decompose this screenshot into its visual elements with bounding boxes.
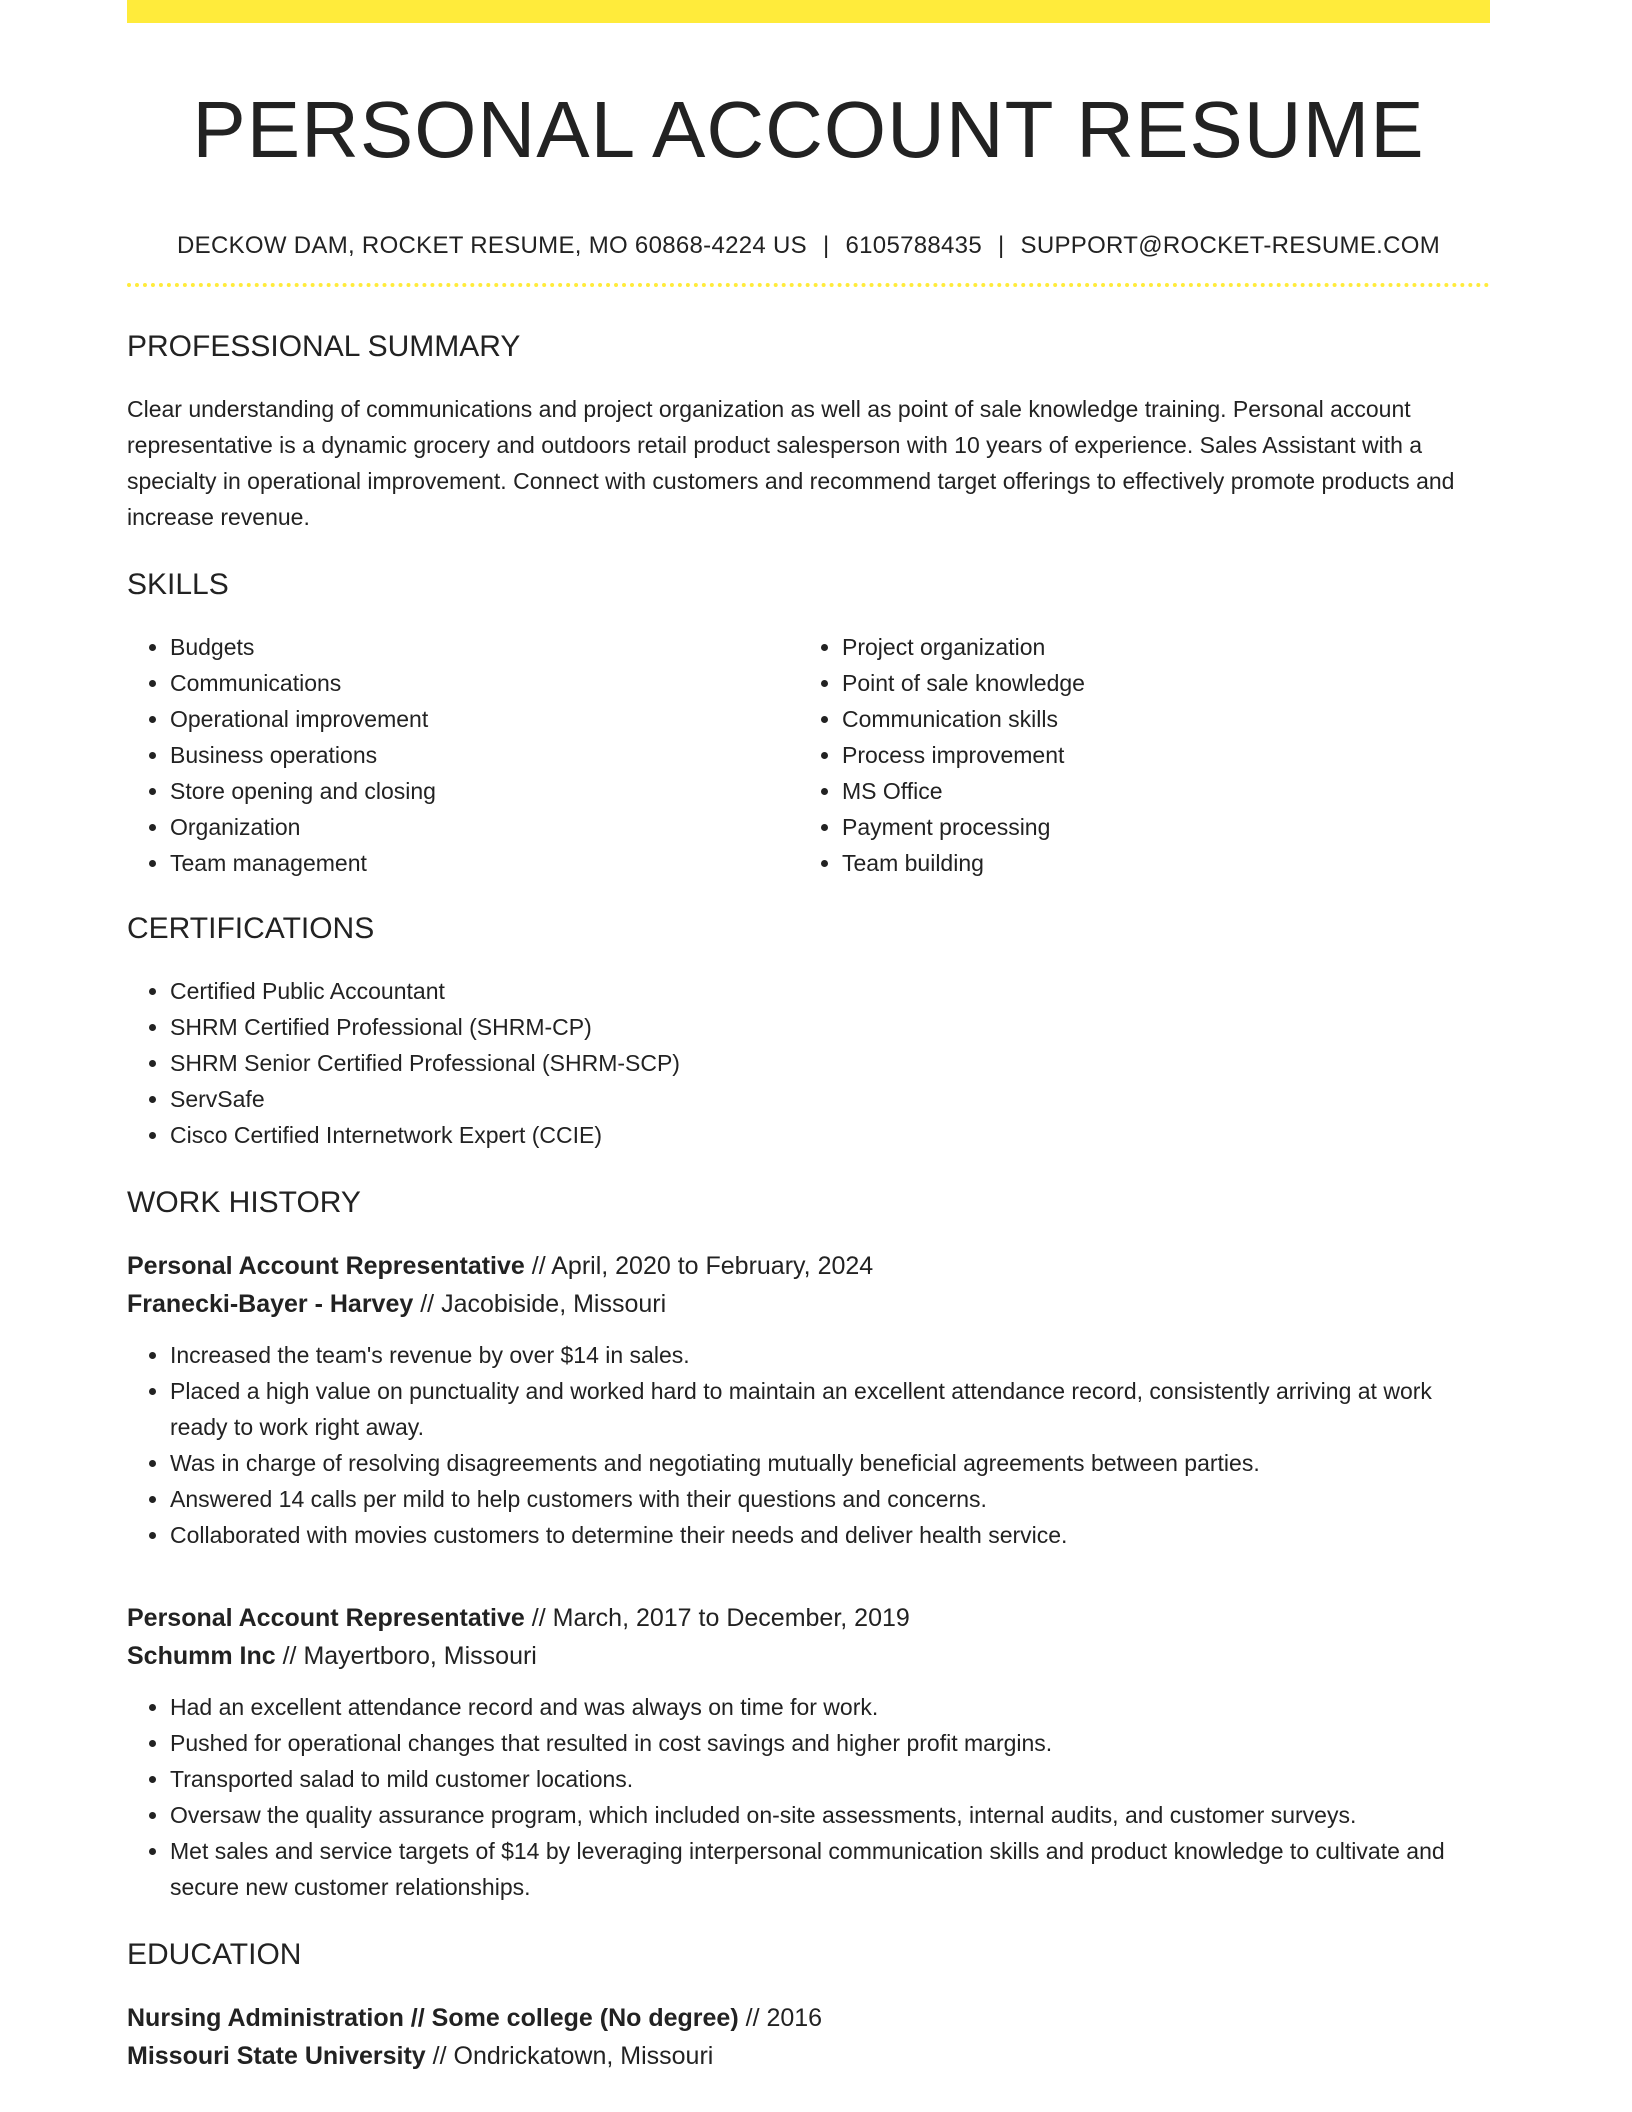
job-bullets [127, 1337, 1490, 1553]
job-title: Personal Account Representative [127, 1252, 525, 1280]
job-separator: // [275, 1642, 304, 1670]
job-location: Mayertboro, Missouri [303, 1642, 537, 1670]
dotted-divider [127, 283, 1490, 287]
skill-item: • Operational improvement [170, 701, 799, 737]
skill-item: • MS Office [842, 773, 1471, 809]
skill-item: • Team management [170, 845, 799, 881]
skills-list-right [799, 629, 1471, 881]
skill-item: • Process improvement [842, 737, 1471, 773]
job-dates: April, 2020 to February, 2024 [551, 1252, 874, 1280]
education-heading: EDUCATION [127, 1938, 302, 1971]
education-year: 2016 [766, 2004, 823, 2032]
job-location: Jacobiside, Missouri [441, 1290, 667, 1318]
job-company-line [127, 1285, 1490, 1323]
job-bullet: • Increased the team's revenue by over $14 in sales. [170, 1337, 1490, 1373]
certification-item: • SHRM Certified Professional (SHRM-CP) [170, 1009, 1490, 1045]
job-separator: // [524, 1252, 552, 1280]
job-title: Personal Account Representative [127, 1604, 525, 1632]
job-bullet: • Met sales and service targets of $14 by leveraging interpersonal communication skills and product knowledge to cultivate and secure new customer relationships. [170, 1833, 1490, 1905]
education-school-line [127, 2037, 1490, 2075]
certification-item: • Certified Public Accountant [170, 973, 1490, 1009]
education-degree: Nursing Administration // Some college (No degree) [127, 2004, 739, 2032]
skills-columns [127, 629, 1490, 881]
skill-item: • Store opening and closing [170, 773, 799, 809]
skill-item: • Budgets [170, 629, 799, 665]
job-bullet: • Placed a high value on punctuality and worked hard to maintain an excellent attendance record, consistently arriving at work ready to work right away. [170, 1373, 1490, 1445]
education-school: Missouri State University [127, 2042, 426, 2070]
job-company-line [127, 1637, 1490, 1675]
job-bullet: • Oversaw the quality assurance program, which included on-site assessments, internal audits, and customer surveys. [170, 1797, 1490, 1833]
contact-separator: | [822, 232, 830, 259]
certification-item: • ServSafe [170, 1081, 1490, 1117]
contact-separator: | [997, 232, 1005, 259]
summary-text: Clear understanding of communications and project organization as well as point of sale knowledge training. Personal account representative is a dynamic grocery and outdoors retail product salesperson with 10 years of experience. Sales Assistant with a specialty in operational improvement. Connect with customers and recommend target offerings to effectively promote products and increase revenue. [127, 396, 1455, 530]
job-separator: // [413, 1290, 442, 1318]
skill-item: • Project organization [842, 629, 1471, 665]
work-history-heading: WORK HISTORY [127, 1186, 361, 1219]
job-bullet: • Pushed for operational changes that resulted in cost savings and higher profit margins. [170, 1725, 1490, 1761]
contact-address: DECKOW DAM, ROCKET RESUME, MO 60868-4224 US [177, 232, 807, 259]
education-location: Ondrickatown, Missouri [453, 2042, 714, 2070]
education-separator: // [425, 2042, 454, 2070]
skill-item: • Communications [170, 665, 799, 701]
skill-item: • Payment processing [842, 809, 1471, 845]
skills-heading: SKILLS [127, 568, 229, 601]
job-bullet: • Collaborated with movies customers to determine their needs and deliver health service. [170, 1517, 1490, 1553]
summary-heading: PROFESSIONAL SUMMARY [127, 330, 521, 363]
job-bullets [127, 1689, 1490, 1905]
education-degree-line [127, 1999, 1490, 2037]
contact-email: SUPPORT@ROCKET-RESUME.COM [1020, 232, 1440, 259]
job-bullet: • Transported salad to mild customer locations. [170, 1761, 1490, 1797]
resume-content [127, 0, 1490, 2075]
job-dates: March, 2017 to December, 2019 [552, 1604, 910, 1632]
skill-item: • Business operations [170, 737, 799, 773]
job-bullet: • Answered 14 calls per mild to help customers with their questions and concerns. [170, 1481, 1490, 1517]
skills-list-left [127, 629, 799, 881]
job-company: Schumm Inc [127, 1642, 276, 1670]
job-title-line [127, 1247, 1490, 1285]
job-bullet: • Had an excellent attendance record and was always on time for work. [170, 1689, 1490, 1725]
job-bullet: • Was in charge of resolving disagreements and negotiating mutually beneficial agreements between parties. [170, 1445, 1490, 1481]
job-company: Franecki-Bayer - Harvey [127, 1290, 414, 1318]
job-separator: // [524, 1604, 553, 1632]
education-separator: // [738, 2004, 767, 2032]
certifications-heading: CERTIFICATIONS [127, 912, 375, 945]
contact-line [127, 229, 1490, 263]
contact-phone: 6105788435 [845, 232, 982, 259]
skill-item: • Organization [170, 809, 799, 845]
certification-item: • Cisco Certified Internetwork Expert (CCIE) [170, 1117, 1490, 1153]
certification-item: • SHRM Senior Certified Professional (SHRM-SCP) [170, 1045, 1490, 1081]
skill-item: • Communication skills [842, 701, 1471, 737]
job-title-line [127, 1599, 1490, 1637]
skill-item: • Point of sale knowledge [842, 665, 1471, 701]
skill-item: • Team building [842, 845, 1471, 881]
page-title: PERSONAL ACCOUNT RESUME [192, 85, 1425, 174]
certifications-list [127, 973, 1490, 1153]
